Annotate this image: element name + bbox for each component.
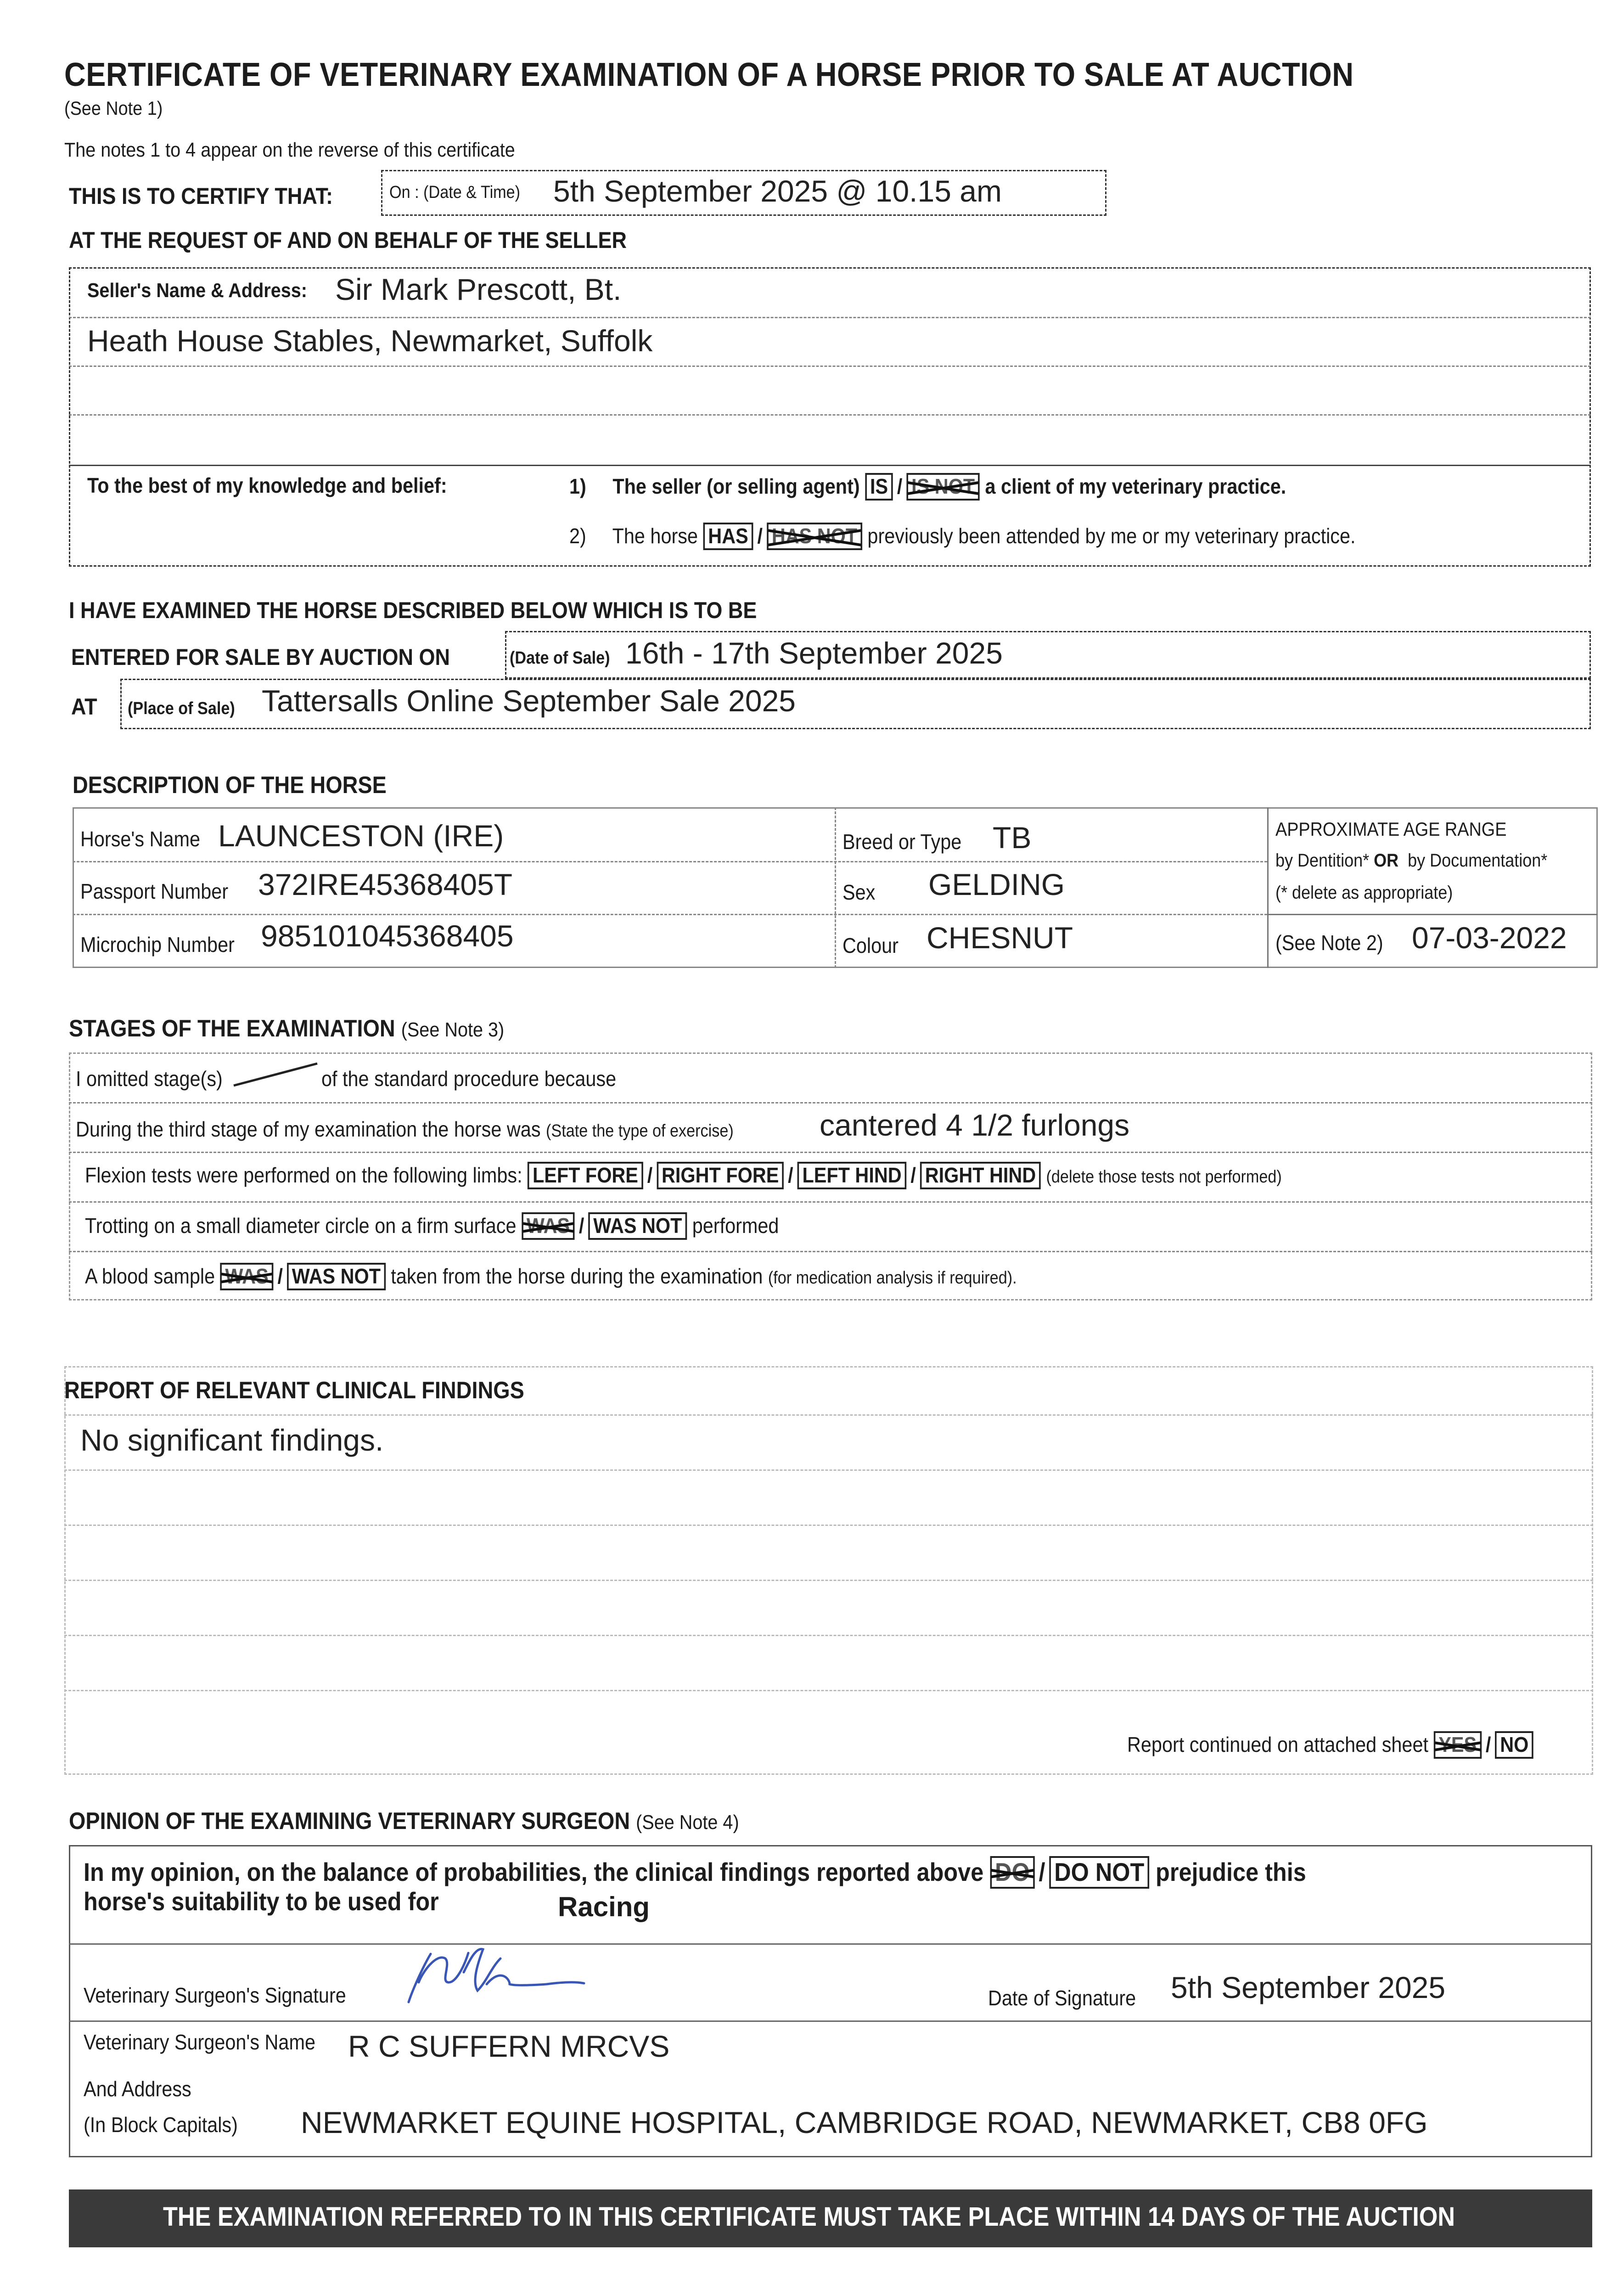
horse-has-not-option-struck: HAS NOT <box>767 523 862 550</box>
breed-label: Breed or Type <box>842 830 962 854</box>
microchip-number-value: 985101045368405 <box>261 919 514 953</box>
age-value: 07-03-2022 <box>1412 921 1567 955</box>
report-continued-row: Report continued on attached sheet YES / NO <box>1127 1731 1533 1759</box>
date-of-sale-label: (Date of Sale) <box>510 648 610 668</box>
surgeon-name-label: Veterinary Surgeon's Name <box>84 2030 315 2054</box>
address-label-block-capitals: (In Block Capitals) <box>84 2113 238 2137</box>
request-label: AT THE REQUEST OF AND ON BEHALF OF THE SELLER <box>69 227 627 253</box>
colour-value: CHESNUT <box>927 921 1073 955</box>
seller-is-option: IS <box>865 473 893 501</box>
surgeon-address-value: NEWMARKET EQUINE HOSPITAL, CAMBRIDGE ROAD, NEWMARKET, CB8 0FG <box>301 2105 1428 2139</box>
signature-label: Veterinary Surgeon's Signature <box>84 1983 346 2007</box>
opinion-heading: OPINION OF THE EXAMINING VETERINARY SURGEON (See Note 4) <box>69 1808 739 1835</box>
omitted-stage-slash <box>232 1061 319 1088</box>
horse-name-label: Horse's Name <box>80 827 200 851</box>
signature-image <box>395 1940 588 2009</box>
age-delete-note: (* delete as appropriate) <box>1275 883 1453 903</box>
microchip-number-label: Microchip Number <box>80 933 235 957</box>
knowledge-item-2: 2) The horse HAS / HAS NOT previously been attended by me or my veterinary practice. <box>569 523 1356 550</box>
address-label: And Address <box>84 2077 191 2101</box>
examined-label: I HAVE EXAMINED THE HORSE DESCRIBED BELOW WHICH IS TO BE <box>69 597 757 623</box>
opinion-line-2: horse's suitability to be used for <box>84 1887 439 1916</box>
notes-intro: The notes 1 to 4 appear on the reverse of this certificate <box>64 139 515 161</box>
seller-is-not-option-struck: IS NOT <box>906 473 980 501</box>
flexion-left-fore: LEFT FORE <box>528 1162 643 1189</box>
report-text: No significant findings. <box>80 1423 384 1457</box>
footer-text: THE EXAMINATION REFERRED TO IN THIS CERTIFICATE MUST TAKE PLACE WITHIN 14 DAYS OF THE AUCTION <box>163 2202 1455 2232</box>
seller-address-line-1: Heath House Stables, Newmarket, Suffolk <box>87 324 653 358</box>
blood-sample-row: A blood sample WAS / WAS NOT taken from the horse during the examination (for medication analysis if required). <box>85 1263 1017 1290</box>
opinion-use-value: Racing <box>558 1891 650 1922</box>
blood-was-not-option: WAS NOT <box>287 1263 386 1290</box>
description-heading: DESCRIPTION OF THE HORSE <box>73 772 387 799</box>
seller-name: Sir Mark Prescott, Bt. <box>335 272 622 306</box>
seller-label: Seller's Name & Address: <box>87 279 307 302</box>
flexion-left-hind: LEFT HIND <box>797 1162 907 1189</box>
continued-no-option: NO <box>1495 1731 1533 1759</box>
omitted-stages-post: of the standard procedure because <box>321 1067 617 1091</box>
trotting-was-option-struck: WAS <box>522 1212 575 1240</box>
flexion-tests-row: Flexion tests were performed on the following limbs: LEFT FORE / RIGHT FORE / LEFT HIND / RIGHT HIND (delete those tests not performed) <box>85 1162 1282 1189</box>
third-stage-value: cantered 4 1/2 furlongs <box>820 1108 1130 1142</box>
date-time-label: On : (Date & Time) <box>389 183 521 202</box>
date-of-signature-value: 5th September 2025 <box>1171 1970 1446 2004</box>
age-range-method: by Dentition* OR by Documentation* <box>1275 850 1548 871</box>
opinion-do-not-option: DO NOT <box>1049 1856 1149 1889</box>
age-note-label: (See Note 2) <box>1275 931 1383 955</box>
date-of-sale-value: 16th - 17th September 2025 <box>625 636 1003 670</box>
at-label: AT <box>71 694 97 720</box>
continued-yes-option-struck: YES <box>1433 1731 1481 1759</box>
certify-label: THIS IS TO CERTIFY THAT: <box>69 183 333 209</box>
opinion-line-1: In my opinion, on the balance of probabilities, the clinical findings reported above DO / DO NOT prejudice this <box>84 1856 1306 1889</box>
knowledge-item-1: 1) The seller (or selling agent) IS / IS NOT a client of my veterinary practice. <box>569 473 1286 501</box>
opinion-do-option-struck: DO <box>990 1856 1034 1889</box>
passport-number-value: 372IRE45368405T <box>258 867 513 901</box>
breed-value: TB <box>993 821 1032 855</box>
place-of-sale-label: (Place of Sale) <box>128 699 235 718</box>
omitted-stages-row: I omitted stage(s) <box>76 1067 223 1091</box>
passport-number-label: Passport Number <box>80 879 229 903</box>
date-of-signature-label: Date of Signature <box>988 1986 1136 2010</box>
sex-value: GELDING <box>928 867 1065 901</box>
age-range-label: APPROXIMATE AGE RANGE <box>1275 818 1507 840</box>
place-of-sale-value: Tattersalls Online September Sale 2025 <box>262 684 796 718</box>
horse-name-value: LAUNCESTON (IRE) <box>218 819 504 853</box>
blood-was-option-struck: WAS <box>220 1263 274 1290</box>
trotting-row: Trotting on a small diameter circle on a firm surface WAS / WAS NOT performed <box>85 1212 779 1240</box>
flexion-right-fore: RIGHT FORE <box>657 1162 784 1189</box>
horse-has-option: HAS <box>703 523 753 550</box>
surgeon-name-value: R C SUFFERN MRCVS <box>348 2029 670 2063</box>
flexion-right-hind: RIGHT HIND <box>920 1162 1041 1189</box>
colour-label: Colour <box>842 934 899 957</box>
report-heading: REPORT OF RELEVANT CLINICAL FINDINGS <box>64 1377 524 1404</box>
third-stage-label: During the third stage of my examination the horse was (State the type of exercise) <box>76 1117 734 1141</box>
certificate-title: CERTIFICATE OF VETERINARY EXAMINATION OF A HORSE PRIOR TO SALE AT AUCTION <box>64 56 1354 93</box>
knowledge-label: To the best of my knowledge and belief: <box>87 473 447 497</box>
trotting-was-not-option: WAS NOT <box>588 1212 687 1240</box>
seller-box <box>69 267 1591 567</box>
entered-label: ENTERED FOR SALE BY AUCTION ON <box>71 644 450 670</box>
stages-heading: STAGES OF THE EXAMINATION (See Note 3) <box>69 1015 505 1042</box>
sex-label: Sex <box>842 880 876 904</box>
date-time-value: 5th September 2025 @ 10.15 am <box>553 174 1002 208</box>
see-note-1: (See Note 1) <box>64 97 163 119</box>
